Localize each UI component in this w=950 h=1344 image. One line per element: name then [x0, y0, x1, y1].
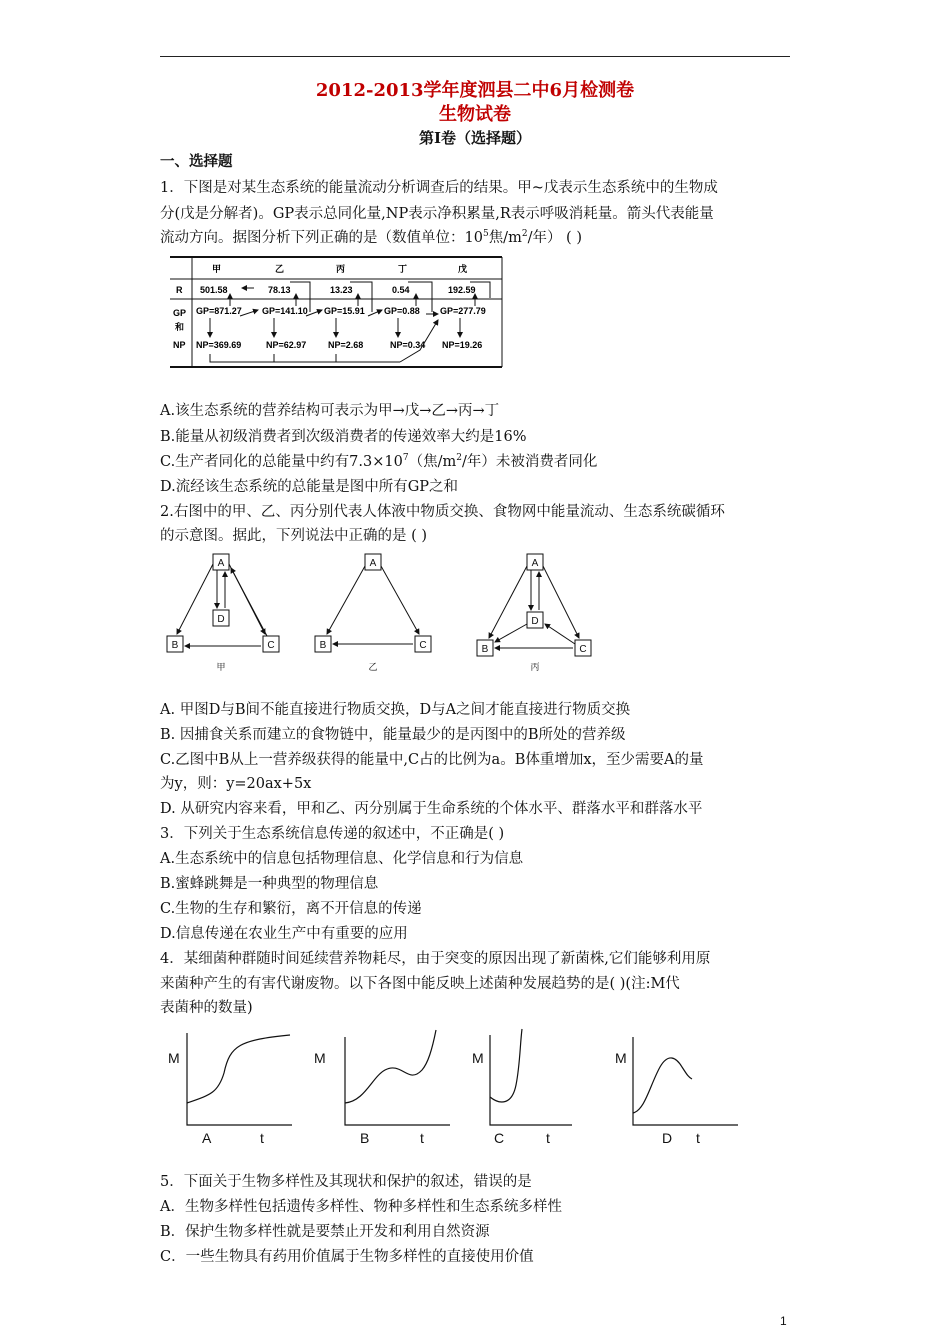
- np-value-wu: NP=19.26: [442, 340, 483, 350]
- section-heading: 一、选择题: [160, 153, 233, 170]
- table-header-jia: 甲: [212, 264, 222, 274]
- graph-b-xlabel: t: [420, 1130, 424, 1146]
- graph-a-xlabel: t: [260, 1130, 264, 1146]
- r-value-jia: 501.58: [200, 285, 228, 295]
- gp-value-jia: GP=871.27: [196, 306, 242, 316]
- q2-option-a: A. 甲图D与B间不能直接进行物质交换，D与A之间才能直接进行物质交换: [160, 702, 631, 718]
- q4-stem-line3: 表菌种的数量): [160, 1000, 253, 1016]
- gp-value-wu: GP=277.79: [440, 306, 486, 316]
- svg-text:C: C: [267, 640, 275, 651]
- caption-yi: 乙: [368, 662, 378, 672]
- svg-text:C: C: [579, 644, 587, 655]
- q3-option-c: C.生物的生存和繁衍，离不开信息的传递: [160, 901, 422, 917]
- svg-text:A: A: [531, 558, 539, 569]
- graph-d-xlabel: t: [696, 1130, 700, 1146]
- q3-option-a: A.生态系统中的信息包括物理信息、化学信息和行为信息: [160, 851, 524, 867]
- np-value-jia: NP=369.69: [196, 340, 242, 350]
- svg-text:A: A: [217, 558, 225, 569]
- page-number: 1: [780, 1314, 787, 1328]
- graph-a-ylabel: M: [168, 1050, 180, 1066]
- q1-option-b: B.能量从初级消费者到次级消费者的传递效率大约是16%: [160, 429, 527, 445]
- graph-a-letter: A: [202, 1130, 212, 1146]
- q5-option-a: A．生物多样性包括遗传多样性、物种多样性和生态系统多样性: [160, 1199, 562, 1215]
- exam-title: 2012-2013学年度泗县二中6月检测卷: [315, 80, 635, 101]
- r-value-bing: 13.23: [330, 285, 353, 295]
- np-value-yi: NP=62.97: [266, 340, 307, 350]
- q2-option-d: D. 从研究内容来看，甲和乙、丙分别属于生命系统的个体水平、群落水平和群落水平: [160, 801, 703, 817]
- caption-jia: 甲: [216, 662, 226, 672]
- graph-d-ylabel: M: [615, 1050, 627, 1066]
- r-value-ding: 0.54: [392, 285, 410, 295]
- graph-d-letter: D: [662, 1130, 673, 1146]
- q5-stem: 5．下面关于生物多样性及其现状和保护的叙述，错误的是: [160, 1174, 532, 1190]
- q5-option-c: C．一些生物具有药用价值属于生物多样性的直接使用价值: [160, 1249, 534, 1265]
- q3-stem: 3．下列关于生态系统信息传递的叙述中，不正确是( ): [160, 826, 505, 842]
- gp-value-ding: GP=0.88: [384, 306, 420, 316]
- svg-text:D: D: [531, 616, 539, 627]
- svg-text:A: A: [369, 558, 377, 569]
- graph-c-xlabel: t: [546, 1130, 550, 1146]
- q2-option-c-line1: C.乙图中B从上一营养级获得的能量中,C占的比例为a。B体重增加x，至少需要A的量: [160, 752, 704, 768]
- graph-b-letter: B: [360, 1130, 370, 1146]
- np-value-bing: NP=2.68: [328, 340, 364, 350]
- svg-text:C: C: [419, 640, 427, 651]
- exam-subject: 生物试卷: [439, 104, 511, 125]
- q4-stem-line1: 4．某细菌种群随时间延续营养物耗尽，由于突变的原因出现了新菌株,它们能够利用原: [160, 951, 711, 967]
- q1-option-d: D.流经该生态系统的总能量是图中所有GP之和: [160, 479, 459, 495]
- q2-stem-line2: 的示意图。据此，下列说法中正确的是 ( ): [160, 528, 428, 544]
- caption-bing: 丙: [530, 662, 540, 672]
- gp-value-bing: GP=15.91: [324, 306, 365, 316]
- row-label-r: R: [176, 285, 183, 295]
- q2-option-c-line2: 为y，则：y=20ax+5x: [160, 776, 312, 792]
- q1-stem-line3: 流动方向。据图分析下列正确的是（数值单位：$10^5$焦$/m^2/$年） ( ): [160, 229, 582, 246]
- np-value-ding: NP=0.34: [390, 340, 426, 350]
- diagram-yi: [315, 554, 431, 672]
- q1-option-c: C.生产者同化的总能量中约有$7.3\times 10^7$（焦$/m^2/$年）未被消费者同化: [160, 453, 598, 470]
- svg-text:B: B: [481, 644, 489, 655]
- table-header-yi: 乙: [275, 264, 285, 274]
- q1-stem-line1: 1．下图是对某生态系统的能量流动分析调查后的结果。甲~戊表示生态系统中的生物成: [160, 180, 718, 196]
- table-header-bing: 丙: [336, 264, 346, 274]
- diagram-bing: [477, 554, 591, 672]
- q1-option-a: A.该生态系统的营养结构可表示为甲→戊→乙→丙→丁: [160, 403, 500, 419]
- table-header-wu: 戊: [458, 264, 468, 274]
- header-rule: [160, 56, 790, 57]
- graph-b-ylabel: M: [314, 1050, 326, 1066]
- row-label-gp: GP: [173, 308, 187, 318]
- energy-flow-table: [170, 254, 505, 370]
- gp-value-yi: GP=141.10: [262, 306, 308, 316]
- graph-c-ylabel: M: [472, 1050, 484, 1066]
- r-value-wu: 192.59: [448, 285, 476, 295]
- q3-option-d: D.信息传递在农业生产中有重要的应用: [160, 926, 408, 942]
- volume-heading: 第Ⅰ卷（选择题）: [418, 129, 532, 147]
- table-header-ding: 丁: [398, 264, 408, 274]
- q2-diagrams: [155, 548, 615, 676]
- q3-option-b: B.蜜蜂跳舞是一种典型的物理信息: [160, 876, 379, 892]
- svg-text:B: B: [319, 640, 327, 651]
- svg-text:B: B: [171, 640, 179, 651]
- q4-stem-line2: 来菌种产生的有害代谢废物。以下各图中能反映上述菌种发展趋势的是( )(注:M代: [160, 976, 680, 992]
- q2-stem-line1: 2.右图中的甲、乙、丙分别代表人体液中物质交换、食物网中能量流动、生态系统碳循环: [160, 504, 725, 520]
- diagram-jia: [167, 554, 279, 672]
- q5-option-b: B．保护生物多样性就是要禁止开发和利用自然资源: [160, 1224, 490, 1240]
- q1-stem-line2: 分(戊是分解者)。GP表示总同化量,NP表示净积累量,R表示呼吸消耗量。箭头代表能量: [160, 206, 714, 222]
- svg-text:D: D: [217, 614, 225, 625]
- r-value-yi: 78.13: [268, 285, 291, 295]
- graph-c-letter: C: [494, 1130, 505, 1146]
- q2-option-b: B. 因捕食关系而建立的食物链中，能量最少的是丙图中的B所处的营养级: [160, 727, 626, 743]
- row-label-np: NP: [173, 340, 186, 350]
- row-label-he: 和: [175, 322, 185, 332]
- q4-growth-graphs: [160, 1025, 800, 1150]
